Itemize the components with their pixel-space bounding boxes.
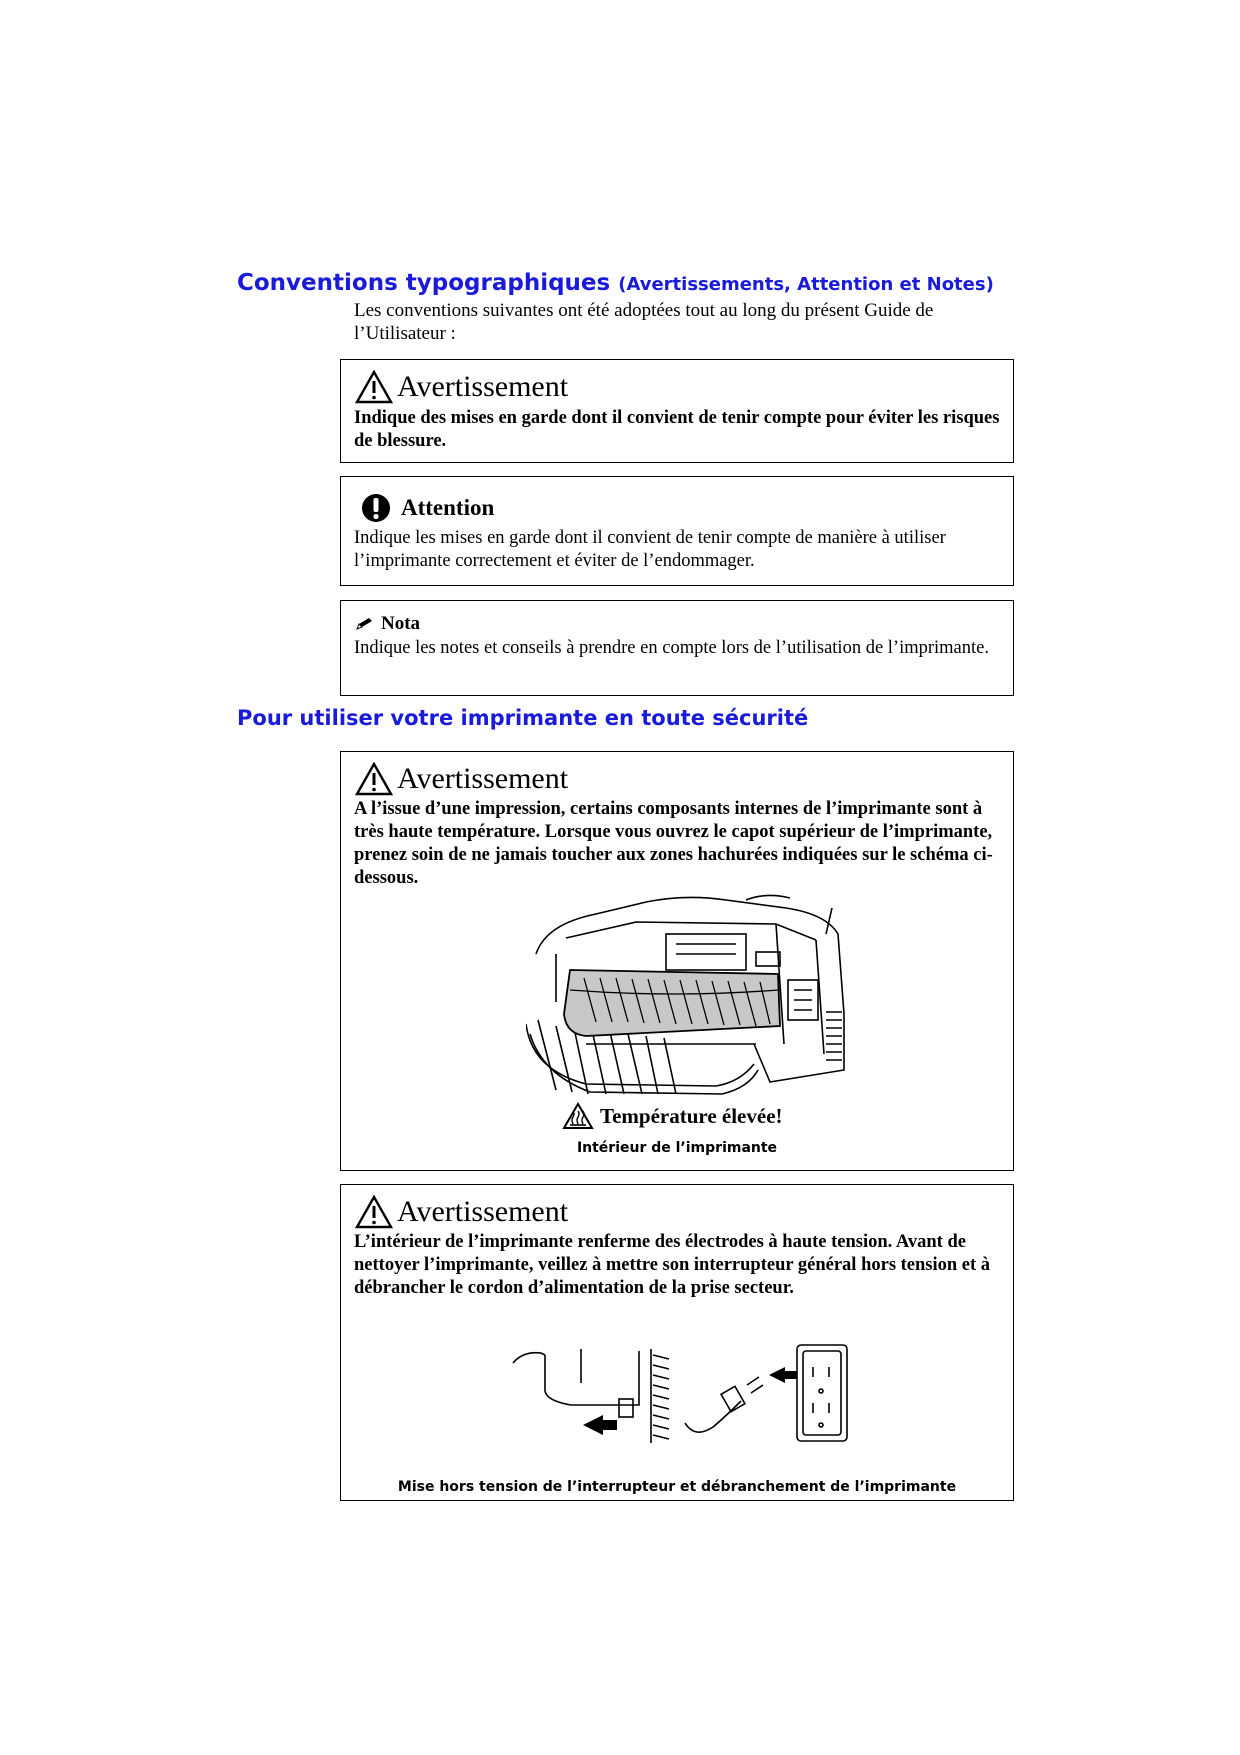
convention-attention-header	[361, 493, 494, 523]
section-title-main: Conventions typographiques	[237, 270, 611, 296]
safety-warning-electric-header	[355, 1195, 568, 1229]
warning-triangle-icon	[355, 370, 393, 404]
unplug-caption: Mise hors tension de l’interrupteur et débranchement de l’imprimante	[397, 1479, 957, 1495]
convention-attention-box	[340, 476, 1014, 586]
convention-attention-title: Attention	[401, 495, 495, 520]
high-temperature-label	[562, 1102, 783, 1130]
warning-triangle-icon	[355, 1195, 393, 1229]
pencil-icon	[355, 617, 373, 631]
convention-warning-header	[355, 370, 568, 404]
hot-surface-icon	[562, 1102, 594, 1130]
convention-warning-title: Avertissement	[397, 370, 569, 403]
safety-warning-hot-box	[340, 751, 1014, 1171]
convention-note-header	[355, 613, 420, 635]
safety-warning-hot-text: A l’issue d’une impression, certains composants internes de l’imprimante sont à très haute température. Lorsque vous ouvrez le capot supérieur de l’imprimante, prenez soin de ne jamais toucher aux zones hachurées indiquées sur le schéma ci-dessous.	[354, 799, 993, 888]
intro-paragraph: Les conventions suivantes ont été adoptées tout au long du présent Guide de l’Utilisateur :	[354, 300, 934, 344]
section-title-conventions	[237, 270, 994, 296]
warning-triangle-icon	[355, 762, 393, 796]
convention-note-text: Indique les notes et conseils à prendre en compte lors de l’utilisation de l’imprimante.	[354, 638, 989, 658]
section-title-safety: Pour utiliser votre imprimante en toute sécurité	[237, 706, 809, 730]
convention-warning-box	[340, 359, 1014, 463]
convention-attention-text: Indique les mises en garde dont il convient de tenir compte de manière à utiliser l’imprimante correctement et éviter de l’endommager.	[354, 528, 946, 571]
printer-interior-caption: Intérieur de l’imprimante	[576, 1140, 778, 1156]
convention-note-title: Nota	[381, 613, 421, 634]
safety-warning-electric-text: L’intérieur de l’imprimante renferme des électrodes à haute tension. Avant de nettoyer l’imprimante, veillez à mettre son interrupteur général hors tension et à débrancher le cordon d’alimentation de la prise secteur.	[354, 1232, 991, 1298]
high-temperature-text: Température élevée!	[600, 1103, 783, 1128]
safety-warning-electric-title: Avertissement	[397, 1195, 569, 1228]
section-title-sub: (Avertissements, Attention et Notes)	[618, 274, 994, 295]
convention-note-box	[340, 600, 1014, 696]
safety-warning-hot-title: Avertissement	[397, 762, 569, 795]
convention-warning-text: Indique des mises en garde dont il convient de tenir compte pour éviter les risques de blessure.	[354, 408, 1000, 451]
exclamation-circle-icon	[361, 493, 391, 523]
safety-warning-electric-box	[340, 1184, 1014, 1501]
safety-warning-hot-header	[355, 762, 568, 796]
unplug-illustration	[511, 1343, 851, 1455]
printer-interior-illustration	[526, 894, 846, 1100]
